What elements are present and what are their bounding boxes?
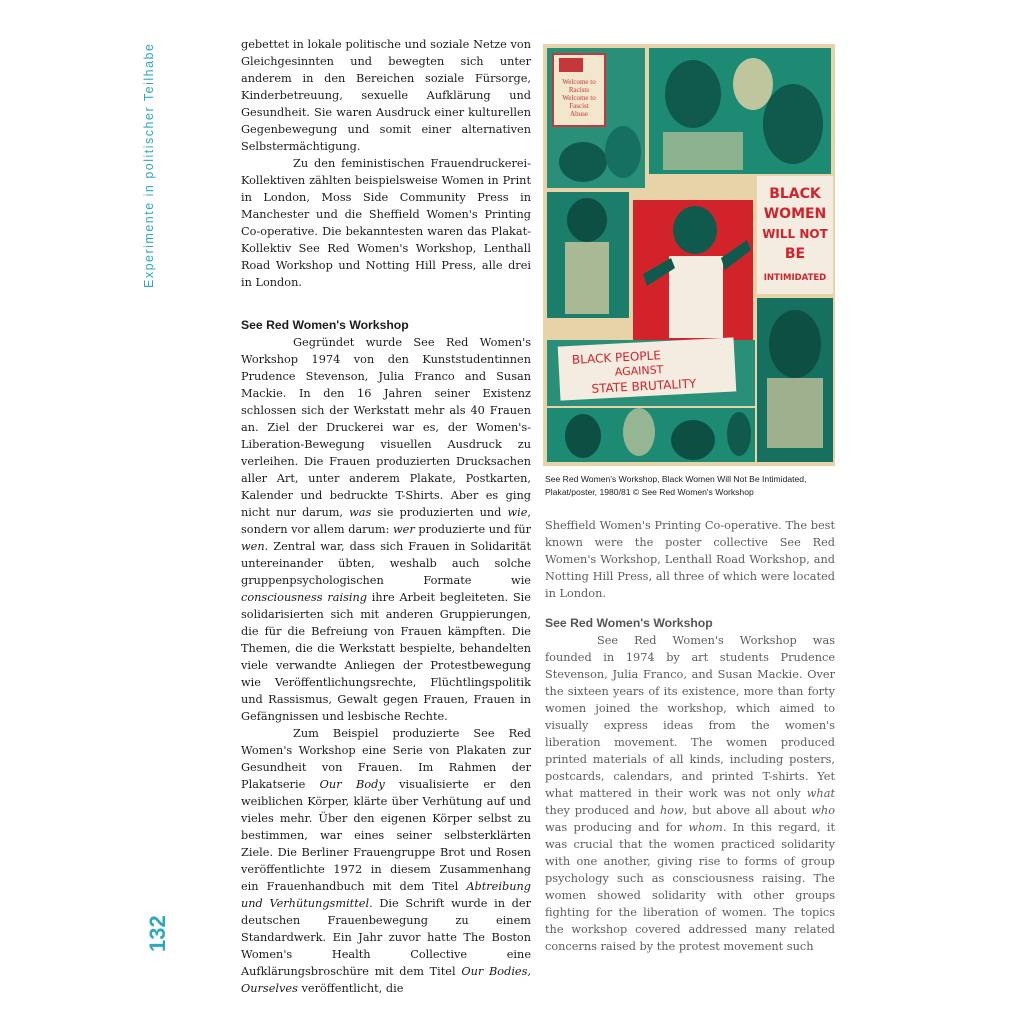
paragraph: Zu den feministischen Frauendruckerei-Kollektiven zählten beispielsweise Women in Print in London, Moss Side Community Press in Manchester und die Sheffield Women's Printing Co-operative. Die bekanntesten waren das Plakat-Kollektiv See Red Women's Workshop, Lenthall Road Workshop und Notting Hill Press, alle drei in London. (241, 157, 531, 289)
running-section-title: Experimente in politischer Teilhabe (142, 42, 156, 288)
banner-text: BLACK PEOPLE (571, 348, 662, 367)
poster-word: WOMEN (763, 206, 827, 222)
poster-word: BE (784, 246, 806, 262)
placard-text: Welcome to (562, 94, 596, 102)
paragraph: Zum Beispiel produzierte See Red Women's Workshop eine Serie von Plakaten zur Gesundheit von Frauen. Im Rahmen der Plakatserie Our Body visualisierte er den weiblichen Körper, klärte über Verhütung auf und vieles mehr. Über den eigenen Körper selbst zu bestimmen, war eines seiner selbsterklärten Ziele. Die Berliner Frauengruppe Brot und Rosen veröffentlichte 1972 in diesem Zusammenhang ein Frauenhandbuch mit dem Titel Abtreibung und Verhütungsmittel. Die Schrift wurde in der deutschen Frauenbewegung zu einem Standardwerk. Ein Jahr zuvor hatte The Boston Women's Health Collective eine Aufklärungsbroschüre mit dem Titel Our Bodies, Ourselves veröffentlicht, die (241, 727, 532, 995)
paragraph: See Red Women's Workshop was founded in 1974 by art students Prudence Stevenson, Julia Franco, and Susan Mackie. Over the sixteen years of its existence, more than forty women joined the workshop, which aimed to visually express ideas from the women's liberation movement. The women produced printed materials of all kinds, including posters, postcards, calendars, and printed T-shirts. Yet what mattered in their work was not only what they produced and how, but above all about who was producing and for whom. In this regard, it was crucial that the women practiced solidarity with one another, giving rise to forms of group psychology such as consciousness raising. The women showed solidarity with other groups fighting for the liberation of women. The topics the workshop covered addressed many related concerns raised by the protest movement such (545, 634, 835, 953)
banner-text: AGAINST (614, 363, 664, 379)
right-text-column (545, 517, 835, 955)
poster-word: INTIMIDATED (763, 273, 827, 283)
left-text-column (241, 36, 531, 997)
page-number: 132 (145, 915, 170, 952)
placard-text: Fascist (569, 102, 589, 110)
caption-line: Plakat/poster, 1980/81 © See Red Women's Workshop (545, 487, 754, 497)
figure-caption (545, 473, 845, 499)
paragraph: gebettet in lokale politische und soziale Netze von Gleichgesinnten und bewegten sich unter anderem in den Bereichen soziale Fürsorge, Kinderbetreuung, sexuelle Aufklärung und Gesundheit. Sie waren Ausdruck einer kulturellen Gegenbewegung und somit einer alternativen Selbstermächtigung. (241, 38, 531, 153)
section-heading: See Red Women's Workshop (241, 318, 409, 332)
paragraph: Sheffield Women's Printing Co-operative. The best known were the poster collective See Red Women's Workshop, Lenthall Road Workshop, and Notting Hill Press, all three of which were located in London. (545, 519, 835, 600)
poster-word: BLACK (769, 186, 821, 202)
paragraph: Gegründet wurde See Red Women's Workshop 1974 von den Kunststudentinnen Prudence Stevenson, Julia Franco and Susan Mackie. In den 16 Jahren seiner Existenz schlossen sich der Werkstatt mehr als 40 Frauen an. Ziel der Druckerei war es, der Women's-Liberation-Bewegung visuellen Ausdruck zu verleihen. Die Frauen produzierten Drucksachen aller Art, unter anderem Plakate, Postkarten, Kalender und bedruckte T-Shirts. Aber es ging nicht nur darum, was sie produzierten und wie, sondern vor allem darum: wer produzierte und für wen. Zentral war, dass sich Frauen in Solidarität untereinander übten, weshalb auch solche gruppenpsychologischen Formate wie consciousness raising ihre Arbeit begleiteten. Sie solidarisierten sich mit anderen Gruppierungen, die für die Befreiung von Frauen kämpften. Die Themen, die die Werkstatt bespielte, behandelten viele verwandte Anliegen der Protestbewegung wie Veröffentlichungsrechte, Flüchtlingspolitik und Rassismus, Gewalt gegen Frauen, Frauen in Gefängnissen und lesbische Rechte. (241, 336, 532, 723)
placard-text: Racists (568, 86, 590, 94)
poster-image (543, 44, 835, 466)
poster-word: WILL NOT (762, 227, 828, 241)
section-heading: See Red Women's Workshop (545, 616, 713, 630)
placard-text: Abuse (570, 110, 588, 118)
banner-text: STATE BRUTALITY (591, 376, 697, 396)
caption-line: See Red Women's Workshop, Black Women Will Not Be Intimidated, (545, 474, 807, 484)
placard-text: Welcome to (562, 78, 596, 86)
